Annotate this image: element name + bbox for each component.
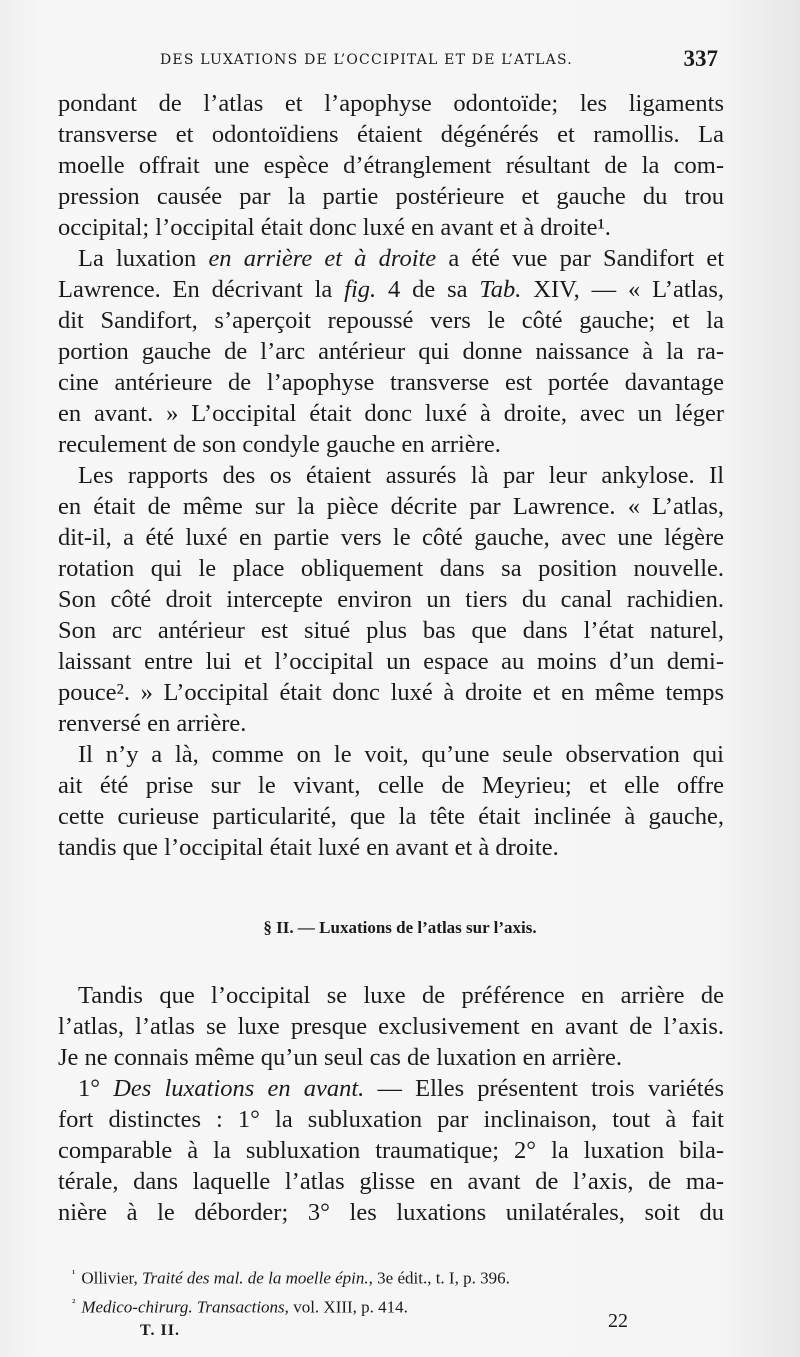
text-line: cine antérieure de l’apophyse transverse est portée davantage [58, 369, 724, 396]
text-run: 1° [78, 1075, 114, 1102]
italic-run: en arrière et à droite [208, 245, 437, 272]
italic-run: fig. [344, 276, 377, 303]
text-line: pouce². » L’occipital était donc luxé à droite et en même temps [58, 679, 724, 706]
sheet-number: 22 [608, 1310, 628, 1332]
text-run: Ollivier, [81, 1268, 143, 1288]
section-heading: § II. — Luxations de l’atlas sur l’axis. [263, 918, 537, 937]
text-run: XIV, — « L’atlas, [521, 276, 724, 303]
text-run: 4 de sa [376, 276, 480, 303]
text-line: Tandis que l’occipital se luxe de préférence en arrière de [78, 982, 724, 1009]
text-line [58, 1073, 724, 1104]
italic-run: Medico-chirurg. Transactions, [81, 1297, 289, 1317]
text-line: laissant entre lui et l’occipital un espace au moins d’un demi- [58, 648, 724, 675]
text-line: nière à le déborder; 3° les luxations unilatérales, soit du [58, 1199, 724, 1226]
text-run: , 3e édit., t. I, p. 396. [368, 1268, 510, 1288]
text-line: térale, dans laquelle l’atlas glisse en avant de l’axis, de ma- [58, 1168, 724, 1195]
text-line: occipital; l’occipital était donc luxé en avant et à droite¹. [58, 214, 611, 241]
text-run: Lawrence. En décrivant la [58, 276, 345, 303]
running-head [0, 46, 800, 80]
page-number: 337 [683, 46, 718, 71]
text-line: Je ne connais même qu’un seul cas de luxation en arrière. [58, 1044, 622, 1071]
text-line: fort distinctes : 1° la subluxation par inclinaison, tout à fait [58, 1106, 724, 1133]
italic-run: Tab. [479, 276, 522, 303]
footnote-1 [72, 1262, 712, 1291]
text-line: renversé en arrière. [58, 710, 247, 737]
text-line: l’atlas, l’atlas se luxe presque exclusivement en avant de l’axis. [58, 1013, 724, 1040]
text-line: en était de même sur la pièce décrite par Lawrence. « L’atlas, [58, 493, 724, 520]
text-run: La luxation [78, 245, 209, 272]
text-line: ait été prise sur le vivant, celle de Meyrieu; et elle offre [58, 772, 724, 799]
text-line: reculement de son condyle gauche en arrière. [58, 431, 501, 458]
italic-run: Des luxations en avant. [113, 1075, 365, 1102]
text-line: Les rapports des os étaient assurés là par leur ankylose. Il [78, 462, 724, 489]
main-text-upper [58, 88, 724, 863]
text-line: Son côté droit intercepte environ un tiers du canal rachidien. [58, 586, 724, 613]
signature-mark: T. II. [140, 1322, 180, 1339]
text-line: tandis que l’occipital était luxé en avant et à droite. [58, 834, 559, 861]
main-text-lower [58, 980, 724, 1228]
text-run: a été vue par Sandifort et [436, 245, 725, 272]
text-line: en avant. » L’occipital était donc luxé à droite, avec un léger [58, 400, 724, 427]
text-line: dit-il, a été luxé en partie vers le côté gauche, avec une légère [58, 524, 724, 551]
running-title: DES LUXATIONS DE L’OCCIPITAL ET DE L’ATLAS. [160, 52, 573, 68]
text-line: pondant de l’atlas et l’apophyse odontoïde; les ligaments [58, 90, 724, 117]
text-line: portion gauche de l’arc antérieur qui donne naissance à la ra- [58, 338, 724, 365]
text-line: Son arc antérieur est situé plus bas que dans l’état naturel, [58, 617, 724, 644]
text-line: transverse et odontoïdiens étaient dégénérés et ramollis. La [58, 121, 724, 148]
text-line: pression causée par la partie postérieure et gauche du trou [58, 183, 724, 210]
italic-run: Traité des mal. de la moelle épin. [142, 1268, 369, 1288]
footnote-marker: ² [72, 1296, 76, 1309]
text-line: comparable à la subluxation traumatique; 2° la luxation bila- [58, 1137, 724, 1164]
text-line [58, 274, 724, 305]
footnote-marker: ¹ [72, 1268, 76, 1280]
text-line [58, 243, 724, 274]
text-line: cette curieuse particularité, que la tête était inclinée à gauche, [58, 803, 724, 830]
text-run: — Elles présentent trois variétés [364, 1075, 724, 1102]
text-run: vol. XIII, p. 414. [288, 1297, 408, 1317]
text-line: rotation qui le place obliquement dans sa position nouvelle. [58, 555, 724, 582]
text-line: moelle offrait une espèce d’étranglement résultant de la com- [58, 152, 724, 179]
text-line: dit Sandifort, s’aperçoit repoussé vers le côté gauche; et la [58, 307, 724, 334]
text-line: Il n’y a là, comme on le voit, qu’une seule observation qui [78, 741, 724, 768]
